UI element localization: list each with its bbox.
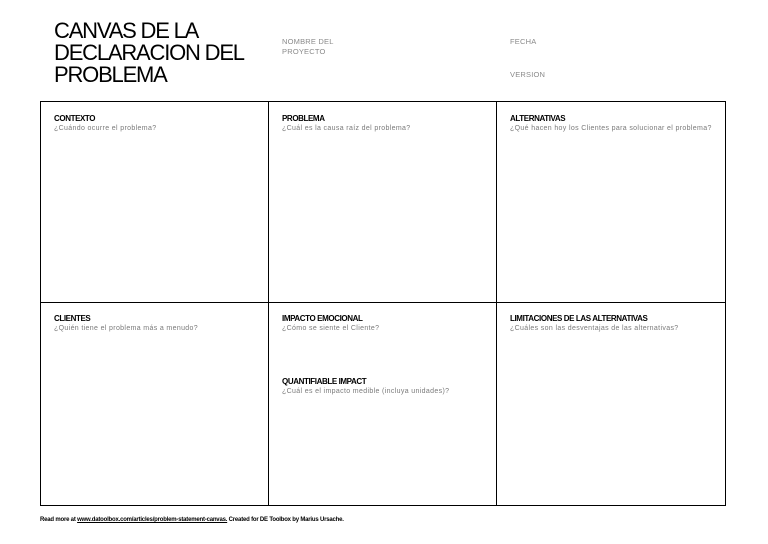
alternatives-limitations-title: LIMITACIONES DE LAS ALTERNATIVAS bbox=[510, 314, 648, 323]
context-cell[interactable] bbox=[41, 102, 269, 303]
title-line-1: CANVAS DE LA bbox=[54, 18, 199, 43]
footer-suffix: Created for DE Toolbox by Marius Ursache. bbox=[227, 517, 344, 523]
title-line-3: PROBLEMA bbox=[54, 62, 167, 87]
date-field[interactable] bbox=[510, 37, 536, 47]
problem-cell[interactable] bbox=[269, 102, 497, 303]
date-label: FECHA bbox=[510, 37, 537, 46]
footer-prefix: Read more at bbox=[40, 517, 78, 523]
quantifiable-impact-title: QUANTIFIABLE IMPACT bbox=[282, 377, 367, 386]
version-label: VERSION bbox=[510, 70, 546, 79]
problem-title: PROBLEMA bbox=[282, 114, 325, 123]
context-title: CONTEXTO bbox=[54, 114, 96, 123]
emotional-impact-cell[interactable] bbox=[269, 303, 497, 505]
project-name-field[interactable] bbox=[282, 37, 334, 57]
alternatives-question: ¿Qué hacen hoy los Clientes para solucionar el problema? bbox=[510, 125, 712, 132]
problem-question: ¿Cuál es la causa raíz del problema? bbox=[282, 125, 411, 132]
customers-title: CLIENTES bbox=[54, 314, 91, 323]
project-name-label-line-2: PROYECTO bbox=[282, 47, 326, 56]
footer-link[interactable]: www.datoolbox.com/articles/problem-statement-canvas. bbox=[77, 517, 228, 523]
page-title bbox=[54, 20, 244, 86]
customers-cell[interactable] bbox=[41, 303, 269, 505]
context-question: ¿Cuándo ocurre el problema? bbox=[54, 125, 157, 132]
quantifiable-impact-question: ¿Cuál es el impacto medible (incluya unidades)? bbox=[282, 388, 450, 395]
version-field[interactable] bbox=[510, 70, 545, 80]
alternatives-limitations-cell[interactable] bbox=[497, 303, 725, 505]
emotional-impact-question: ¿Cómo se siente el Cliente? bbox=[282, 325, 380, 332]
title-line-2: DECLARACION DEL bbox=[54, 40, 244, 65]
canvas-grid bbox=[40, 101, 726, 506]
footer-note bbox=[40, 516, 344, 524]
alternatives-title: ALTERNATIVAS bbox=[510, 114, 566, 123]
project-name-label-line-1: NOMBRE DEL bbox=[282, 37, 334, 46]
alternatives-cell[interactable] bbox=[497, 102, 725, 303]
emotional-impact-title: IMPACTO EMOCIONAL bbox=[282, 314, 363, 323]
alternatives-limitations-question: ¿Cuáles son las desventajas de las alternativas? bbox=[510, 325, 679, 332]
customers-question: ¿Quién tiene el problema más a menudo? bbox=[54, 325, 199, 332]
